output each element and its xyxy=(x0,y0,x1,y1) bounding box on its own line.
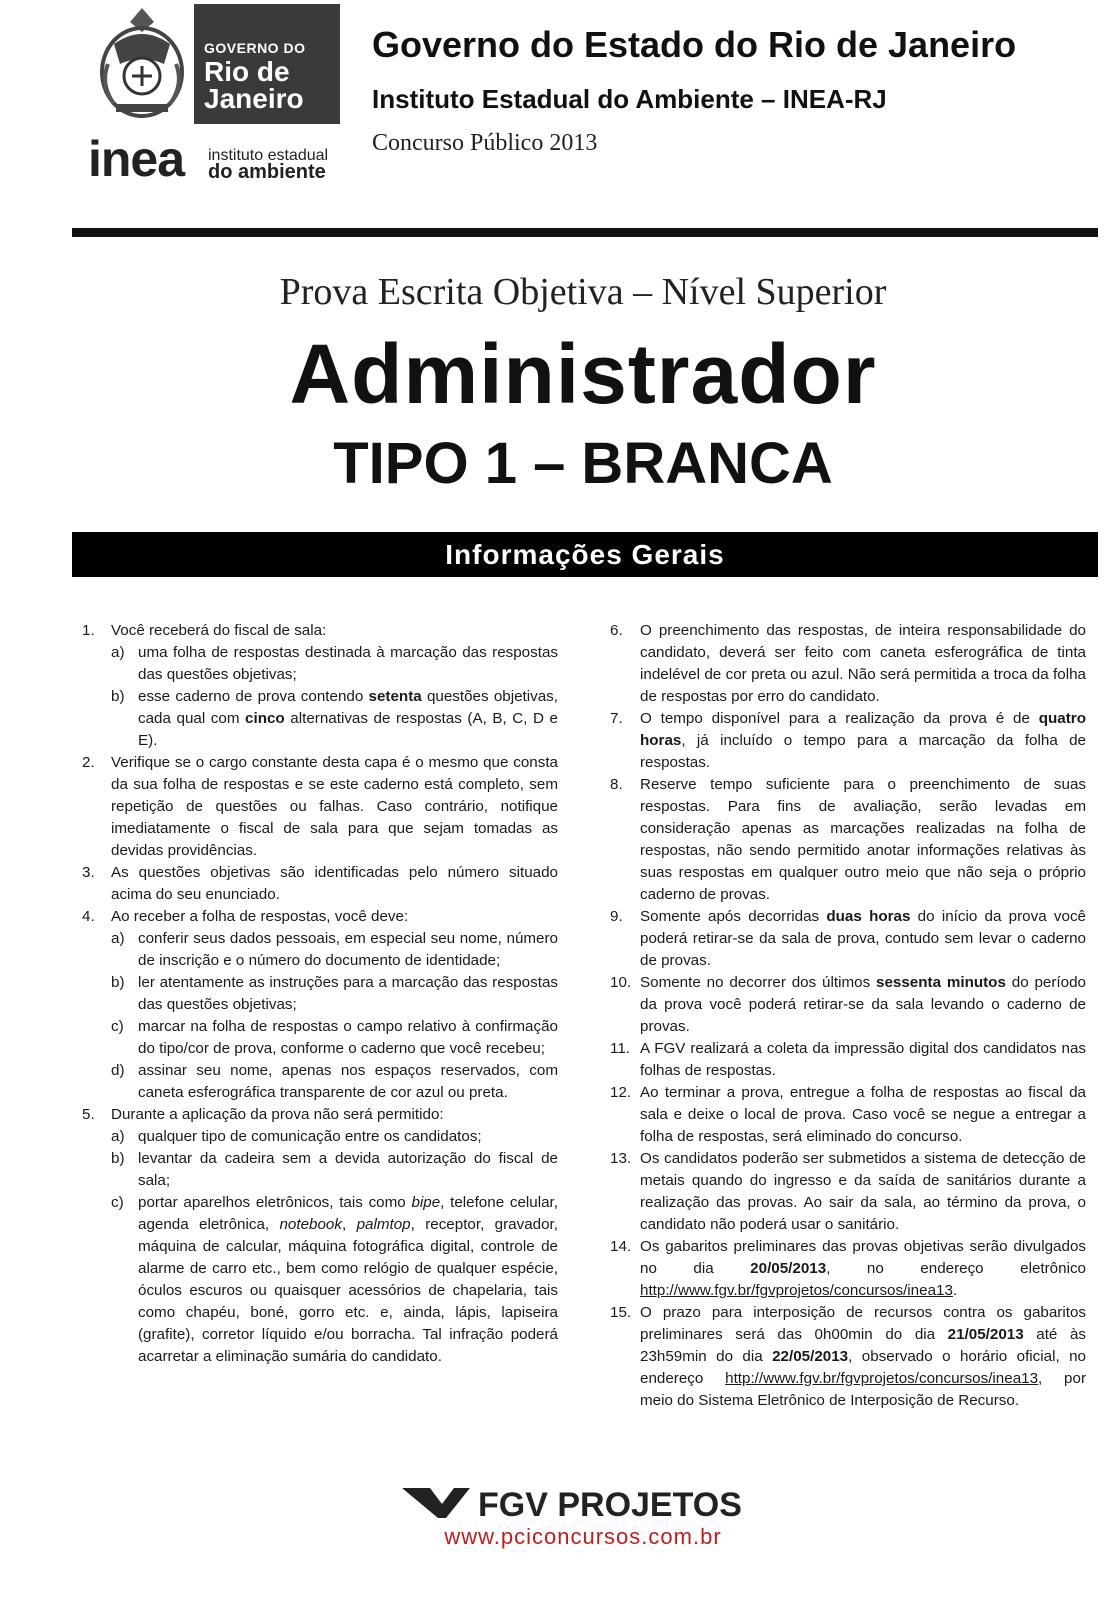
fgv-projetos-logo xyxy=(400,1484,780,1522)
instruction-item: 11. A FGV realizará a coleta da impressão digital dos candidatos nas folhas de respostas. xyxy=(610,1040,1086,1079)
inea-logo-text xyxy=(208,147,329,183)
instruction-item: 15. O prazo para interposição de recursos contra os gabaritos preliminares será das 0h00min do dia 21/05/2013 até às 23h59min do dia 22/05/2013, observado o horário oficial, no endereço http://www.fgv.br/fgvprojetos/concursos/inea13, por meio do Sistema Eletrônico de Interposição de Recurso. xyxy=(610,1304,1087,1409)
instruction-item: 4. Ao receber a folha de respostas, você deve: a) conferir seus dados pessoais, em especial seu nome, número de inscrição e o número do documento de identidade; b) ler atentamente as instruções para a marcação das respostas das questões objetivas; c) marcar na folha de respostas o campo relativo à confirmação do tipo/cor de prova, conforme o caderno que você recebeu; d) assinar seu nome, apenas nos espaços reservados, com caneta esferográfica transparente de cor azul ou preta. xyxy=(82,906,558,1104)
appeals-link[interactable]: http://www.fgv.br/fgvprojetos/concursos/inea13 xyxy=(725,1370,1039,1387)
instruction-subitem: c) portar aparelhos eletrônicos, tais como bipe, telefone celular, agenda eletrônica, notebook, palmtop, receptor, gravador, máquina de calcular, máquina fotográfica digital, controle de alarme de carro etc., bem como relógio de qualquer espécie, óculos escuros ou quaisquer acessórios de chapelaria, tais como chapéu, boné, gorro etc. e, ainda, lápis, lapiseira (grafite), corretor líquido e/ou borracha. Tal infração poderá acarretar a eliminação sumária do candidato. xyxy=(111,1194,558,1365)
section-title: Informações Gerais xyxy=(445,539,725,570)
instruction-item: 1. Você receberá do fiscal de sala: a) uma folha de respostas destinada à marcação das respostas das questões objetivas; b) esse caderno de prova contendo setenta questões objetivas, cada qual com cinco alternativas de respostas (A, B, C, D e E). xyxy=(82,620,558,752)
instruction-item: 2. Verifique se o cargo constante desta capa é o mesmo que consta da sua folha de respostas e se este caderno está completo, sem repetição de questões ou falhas. Caso contrário, notifique imediatamente o fiscal de sala para que sejam tomadas as devidas providências. xyxy=(82,754,558,859)
header-title: Governo do Estado do Rio de Janeiro xyxy=(372,24,1017,65)
exam-type: Prova Escrita Objetiva – Nível Superior xyxy=(279,271,887,313)
instructions-left-column xyxy=(82,620,558,1368)
header-subtitle: Instituto Estadual do Ambiente – INEA-RJ xyxy=(372,84,887,114)
instruction-item: 14. Os gabaritos preliminares das provas objetivas serão divulgados no dia 20/05/2013, no endereço eletrônico http://www.fgv.br/fgvprojetos/concursos/inea13. xyxy=(610,1238,1086,1299)
instruction-item: 6. O preenchimento das respostas, de inteira responsabilidade do candidato, deverá ser feito com caneta esferográfica de tinta indelével de cor preta ou azul. Não será permitida a troca da folha de respostas por erro do candidato. xyxy=(610,622,1086,705)
header-contest: Concurso Público 2013 xyxy=(372,130,598,156)
instruction-subitem: b) esse caderno de prova contendo setenta questões objetivas, cada qual com cinco alternativas de respostas (A, B, C, D e E). xyxy=(111,688,558,749)
instruction-subitem: b) ler atentamente as instruções para a marcação das respostas das questões objetivas; xyxy=(111,974,558,1013)
fgv-logo-text: FGV PROJETOS xyxy=(478,1486,742,1522)
instruction-item: 12. Ao terminar a prova, entregue a folha de respostas ao fiscal da sala e deixe o local de prova. Caso você se negue a entregar a folha de respostas, será eliminado do concurso. xyxy=(610,1084,1086,1145)
instruction-item: 3. As questões objetivas são identificadas pelo número situado acima do seu enunciado. xyxy=(82,864,558,903)
instruction-subitem: a) conferir seus dados pessoais, em especial seu nome, número de inscrição e o número do documento de identidade; xyxy=(111,930,558,969)
results-link[interactable]: http://www.fgv.br/fgvprojetos/concursos/inea13 xyxy=(640,1282,953,1299)
instruction-item: 10. Somente no decorrer dos últimos sessenta minutos do período da prova você poderá retirar-se da sala levando o caderno de provas. xyxy=(610,974,1086,1035)
instruction-item: 13. Os candidatos poderão ser submetidos a sistema de detecção de metais quando do ingresso e da saída de sanitários durante a realização das provas. Ao sair da sala, ao término da prova, o candidato não poderá usar o sanitário. xyxy=(610,1150,1086,1233)
exam-version: TIPO 1 – BRANCA xyxy=(333,431,833,496)
instruction-item: 8. Reserve tempo suficiente para o preenchimento de suas respostas. Para fins de avaliação, serão levadas em consideração apenas as marcações realizadas na folha de respostas, não sendo permitido anotar informações relativas às suas respostas em qualquer outro meio que não seja o próprio caderno de provas. xyxy=(610,776,1086,903)
inea-logo-mark: inea xyxy=(88,131,185,187)
gov-logo-line2: Rio de xyxy=(204,56,290,87)
rio-crest-logo xyxy=(94,4,190,124)
instruction-subitem: b) levantar da cadeira sem a devida autorização do fiscal de sala; xyxy=(111,1150,558,1189)
instruction-subitem: a) qualquer tipo de comunicação entre os candidatos; xyxy=(111,1128,482,1145)
gov-logo-line3: Janeiro xyxy=(204,83,304,114)
instruction-item: 5. Durante a aplicação da prova não será permitido: a) qualquer tipo de comunicação entre os candidatos; b) levantar da cadeira sem a devida autorização do fiscal de sala; c) portar aparelhos eletrônicos, tais como bipe, telefone celular, agenda eletrônica, notebook, palmtop, receptor, gravador, máquina de calcular, máquina fotográfica digital, controle de alarme de carro etc., bem como relógio de qualquer espécie, óculos escuros ou quaisquer acessórios de chapelaria, tais como chapéu, boné, gorro etc. e, ainda, lápis, lapiseira (grafite), corretor líquido e/ou borracha. Tal infração poderá acarretar a eliminação sumária do candidato. xyxy=(82,1104,558,1368)
header-divider xyxy=(72,228,1098,237)
section-title-bar xyxy=(72,532,1098,577)
footer-website[interactable]: www.pciconcursos.com.br xyxy=(444,1524,722,1549)
gov-logo-line1: GOVERNO DO xyxy=(204,40,306,56)
instruction-item: 7. O tempo disponível para a realização da prova é de quatro horas, já incluído o tempo para a marcação da folha de respostas. xyxy=(610,710,1086,771)
inea-logo-line2: do ambiente xyxy=(208,161,326,183)
governo-rio-logo xyxy=(194,4,340,124)
instruction-subitem: a) uma folha de respostas destinada à marcação das respostas das questões objetivas; xyxy=(111,644,558,683)
exam-role: Administrador xyxy=(289,327,877,421)
instructions-right-column xyxy=(610,620,1086,1412)
instruction-item: 9. Somente após decorridas duas horas do início da prova você poderá retirar-se da sala de prova, contudo sem levar o caderno de provas. xyxy=(610,908,1086,969)
inea-logo-line1: instituto estadual xyxy=(208,147,329,164)
instruction-subitem: d) assinar seu nome, apenas nos espaços reservados, com caneta esferográfica transparente de cor azul ou preta. xyxy=(111,1062,558,1101)
instruction-subitem: c) marcar na folha de respostas o campo relativo à confirmação do tipo/cor de prova, conforme o caderno que você recebeu; xyxy=(111,1018,558,1057)
